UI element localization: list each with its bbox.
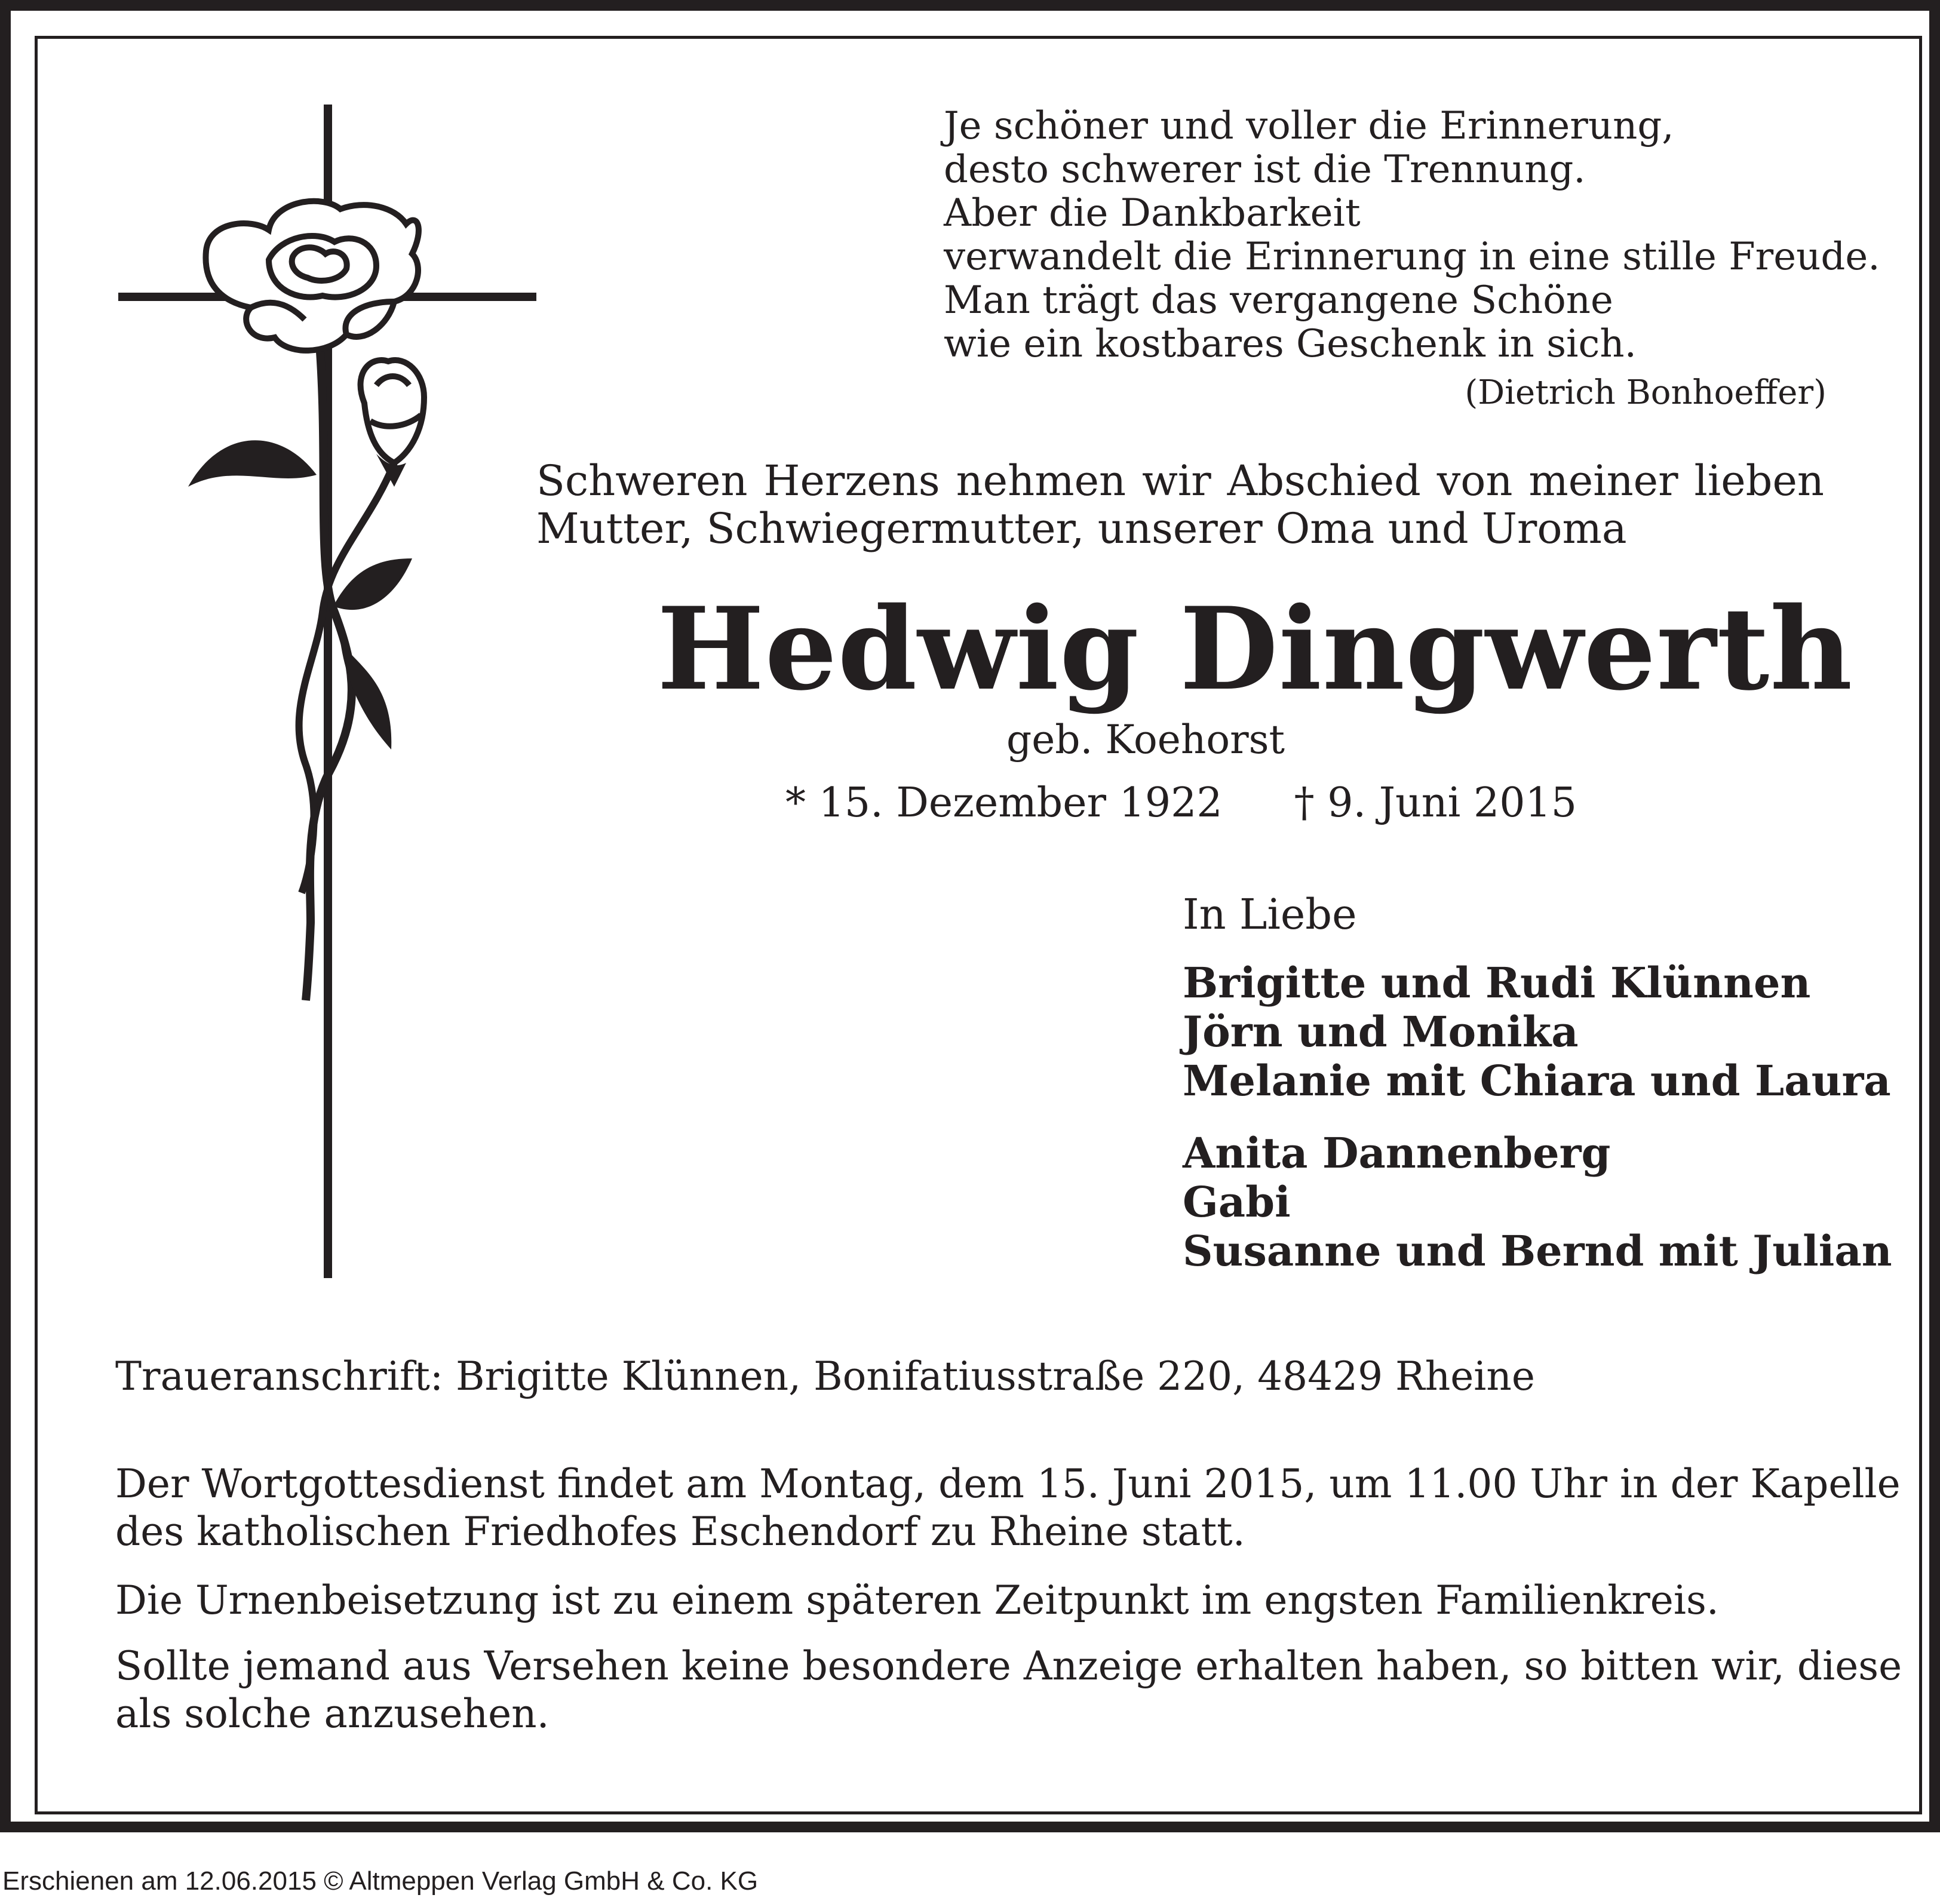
life-dates: [785, 779, 1577, 827]
mourner-name: Brigitte und Rudi Klünnen: [1183, 958, 1811, 1008]
notice-paragraph: [115, 1642, 1902, 1738]
intro-line: Schweren Herzens nehmen wir Abschied von meiner lieben: [536, 456, 1824, 505]
birth-date: * 15. Dezember 1922: [785, 779, 1223, 827]
mourners-group: [1183, 1129, 1892, 1276]
quote-line: Man trägt das vergangene Schöne: [944, 278, 1613, 323]
notice-line: als solche anzusehen.: [115, 1691, 550, 1737]
quote-line: verwandelt die Erinnerung in eine stille Freude.: [944, 235, 1880, 279]
death-date: † 9. Juni 2015: [1294, 779, 1577, 827]
notice-line: Sollte jemand aus Versehen keine besondere Anzeige erhalten haben, so bitten wir, diese: [115, 1643, 1902, 1689]
service-paragraph: [115, 1460, 1901, 1556]
mourning-address: Traueranschrift: Brigitte Klünnen, Bonifatiusstraße 220, 48429 Rheine: [115, 1353, 1535, 1399]
deceased-name: Hedwig Dingwerth: [657, 582, 1853, 715]
urn-burial-paragraph: Die Urnenbeisetzung ist zu einem späteren Zeitpunkt im engsten Familienkreis.: [115, 1577, 1719, 1623]
mourner-name: Anita Dannenberg: [1183, 1128, 1611, 1178]
maiden-name: geb. Koehorst: [1006, 717, 1285, 763]
mourner-name: Melanie mit Chiara und Laura: [1183, 1056, 1891, 1105]
publication-footer: Erschienen am 12.06.2015 © Altmeppen Verlag GmbH & Co. KG: [2, 1866, 759, 1896]
quote-line: desto schwerer ist die Trennung.: [944, 148, 1586, 192]
mourners-heading: In Liebe: [1183, 890, 1357, 939]
service-line: Der Wortgottesdienst findet am Montag, dem 15. Juni 2015, um 11.00 Uhr in der Kapelle: [115, 1461, 1901, 1507]
mourner-name: Susanne und Bernd mit Julian: [1183, 1226, 1892, 1276]
mourners-group: [1183, 959, 1891, 1105]
quote-line: Aber die Dankbarkeit: [944, 191, 1361, 235]
bonhoeffer-quote: [944, 105, 1880, 366]
cross-with-rose-icon: [113, 105, 544, 1281]
intro-line: Mutter, Schwiegermutter, unserer Oma und Uroma: [536, 504, 1627, 553]
service-line: des katholischen Friedhofes Eschendorf zu Rheine statt.: [115, 1509, 1245, 1555]
mourner-name: Jörn und Monika: [1183, 1007, 1579, 1057]
mourner-name: Gabi: [1183, 1177, 1291, 1227]
quote-line: Je schöner und voller die Erinnerung,: [944, 104, 1674, 148]
quote-line: wie ein kostbares Geschenk in sich.: [944, 322, 1637, 366]
farewell-intro: [536, 457, 1824, 552]
quote-attribution: (Dietrich Bonhoeffer): [1465, 373, 1827, 412]
